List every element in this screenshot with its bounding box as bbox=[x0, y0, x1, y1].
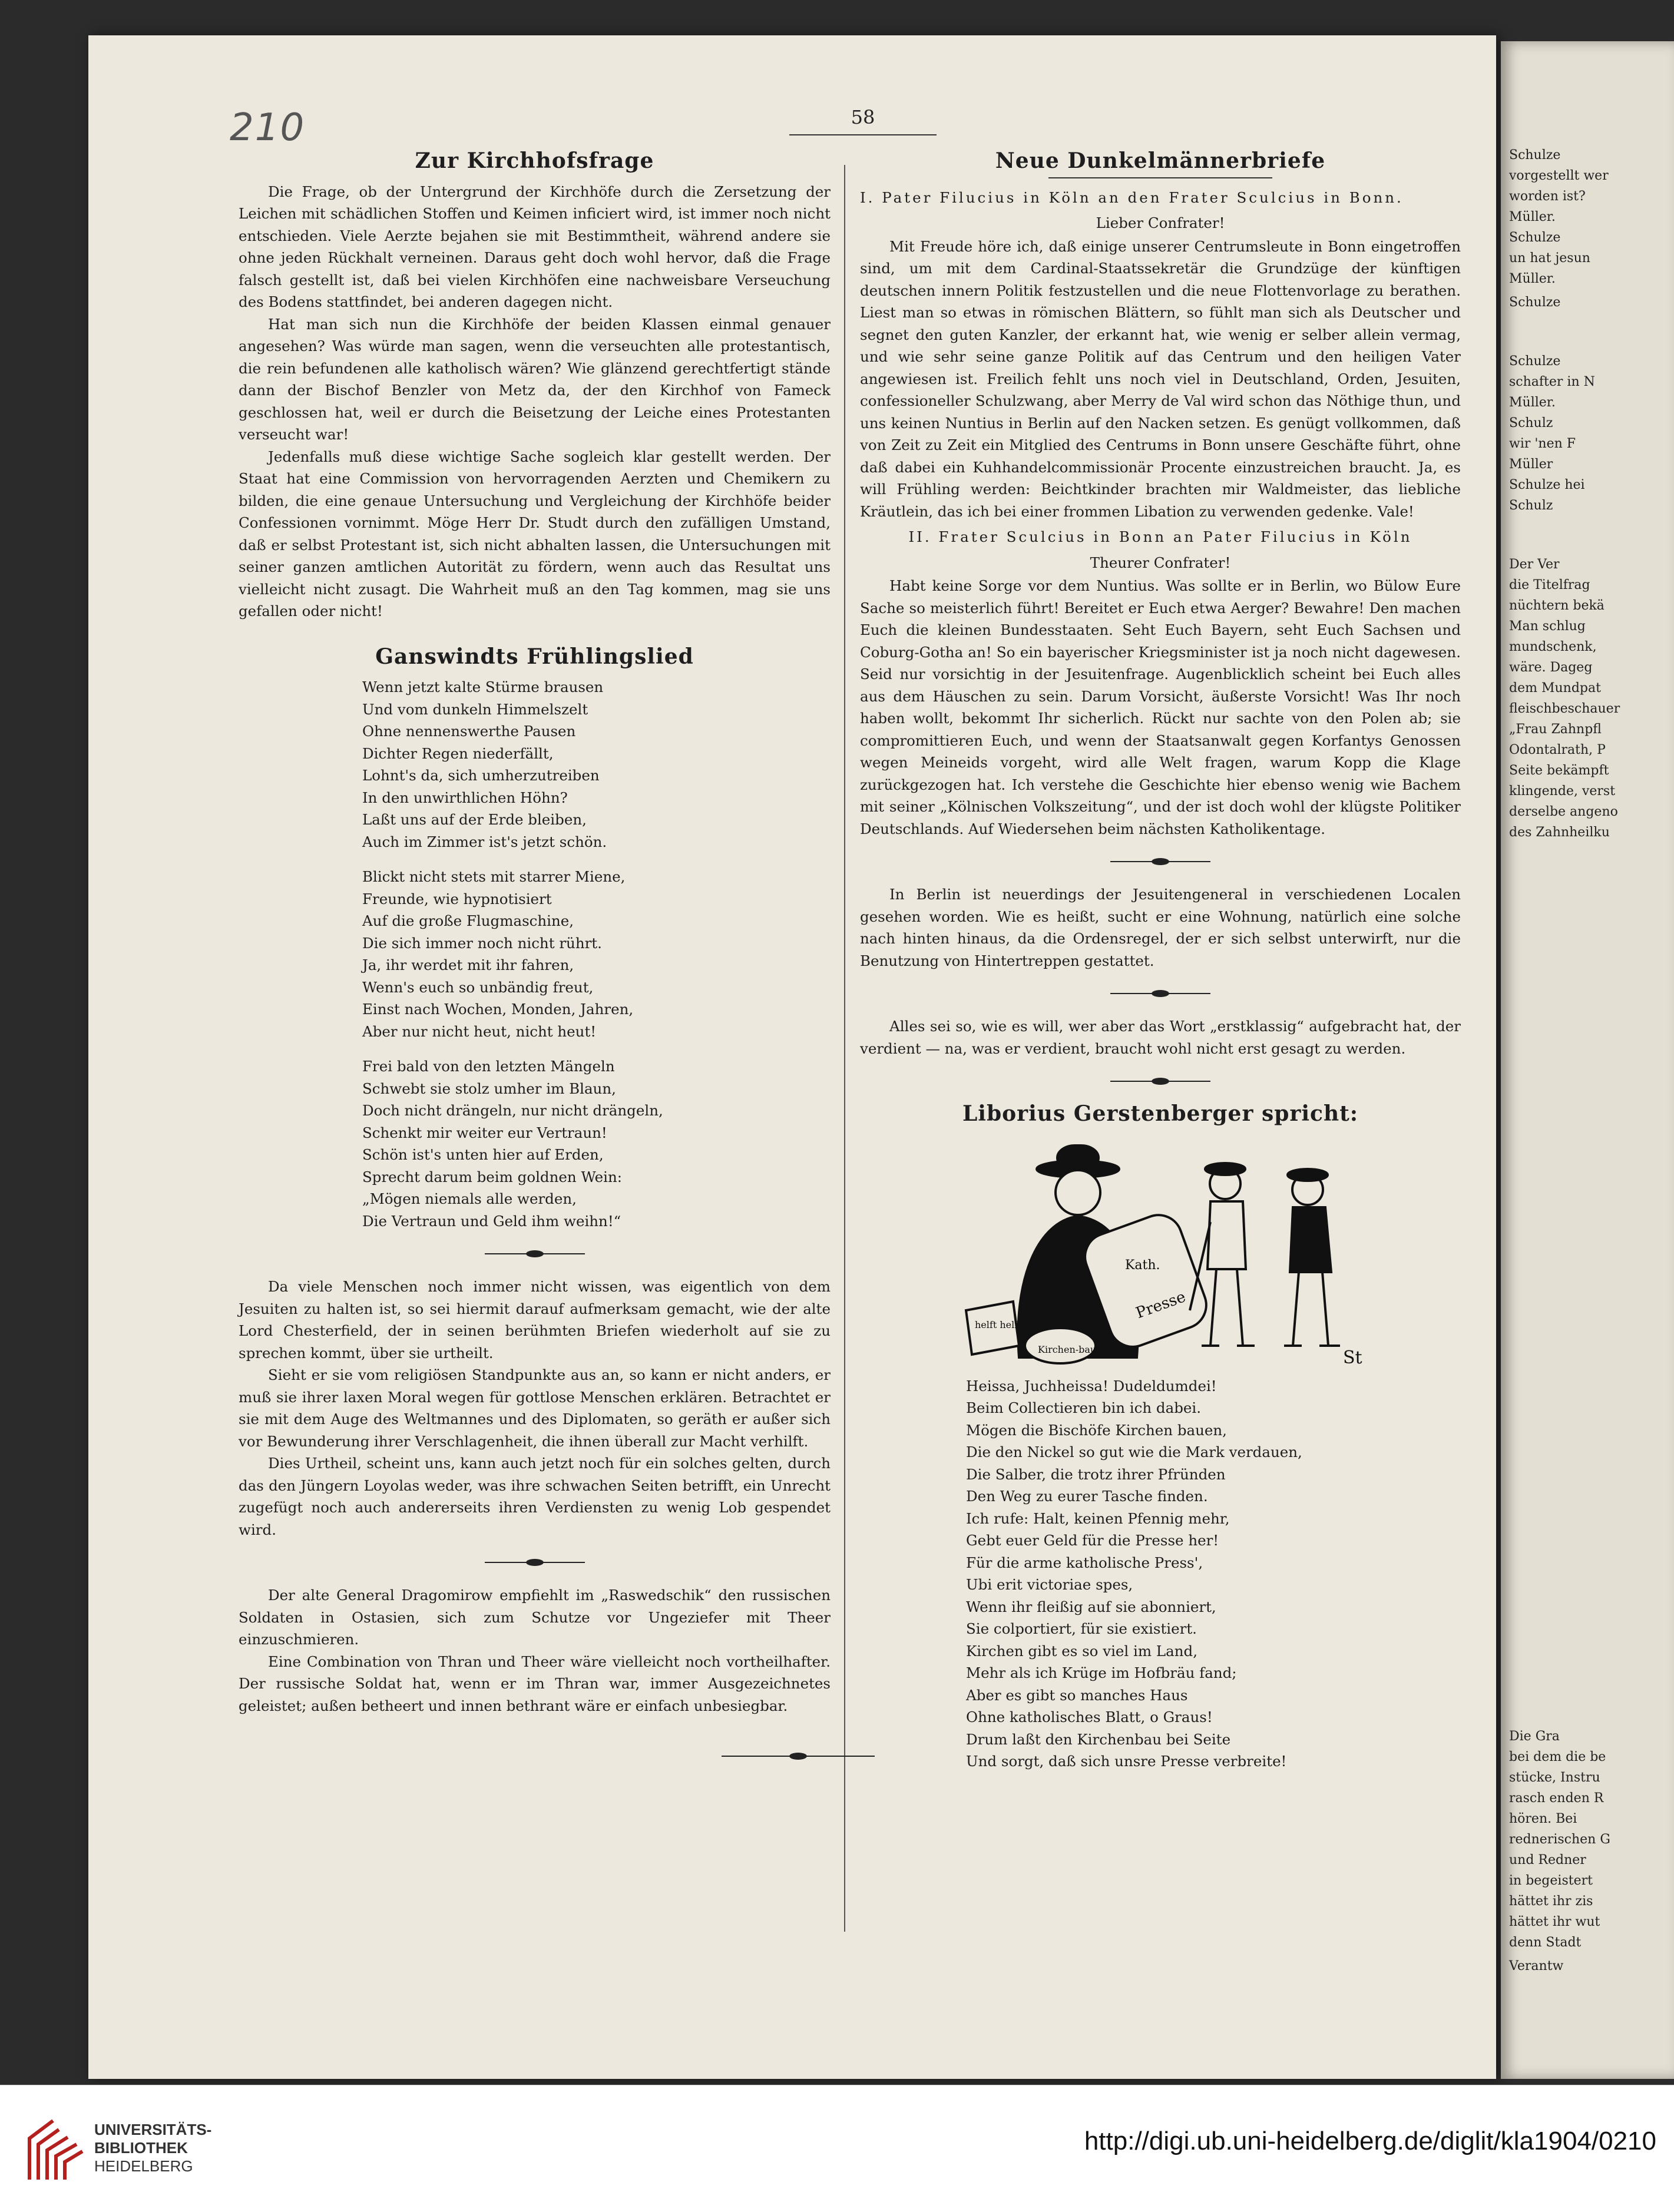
next-page-fragment: Schulze bbox=[1509, 230, 1561, 245]
poem-line: Blickt nicht stets mit starrer Miene, bbox=[362, 868, 626, 885]
poem-line: Die Vertraun und Geld ihm weihn!“ bbox=[362, 1212, 621, 1230]
letter1-salutation: Lieber Confrater! bbox=[1096, 214, 1225, 231]
next-page-fragment: Schulze bbox=[1509, 148, 1561, 163]
next-page-fragment: wäre. Dageg bbox=[1509, 660, 1593, 675]
bag-label-kirchenbau: Kirchen-bau bbox=[1038, 1343, 1097, 1355]
poem-line: Lohnt's da, sich umherzutreiben bbox=[362, 767, 600, 784]
end-ornament bbox=[722, 1752, 875, 1760]
next-page-fragment: Müller. bbox=[1509, 271, 1556, 286]
next-page-fragment: Der Ver bbox=[1509, 557, 1560, 572]
library-name-line2: BIBLIOTHEK bbox=[94, 2139, 188, 2157]
next-page-fragment: hören. Bei bbox=[1509, 1812, 1577, 1826]
section-ornament bbox=[1110, 989, 1210, 998]
poem-line: Die den Nickel so gut wie die Mark verdauen, bbox=[966, 1443, 1302, 1461]
next-page-fragment: schafter in N bbox=[1509, 375, 1595, 389]
poem-line: Auch im Zimmer ist's jetzt schön. bbox=[362, 833, 607, 850]
poem-line: Schön ist's unten hier auf Erden, bbox=[362, 1146, 604, 1163]
university-library-logo-icon bbox=[24, 2115, 85, 2185]
poem-line: Und sorgt, daß sich unsre Presse verbreite! bbox=[966, 1753, 1287, 1770]
jesuitengeneral-paragraph: In Berlin ist neuerdings der Jesuitengeneral in verschiedenen Localen gesehen worden. Wie es heißt, sucht er eine Wohnung, natürlich eine solche nach hinten hinaus, da die Ordensregel, der er sich selbst unterwirft, nur die Benutzung von Hintertreppen gestattet. bbox=[860, 886, 1461, 969]
heading-underline bbox=[1048, 177, 1272, 178]
poem-line: Aber nur nicht heut, nicht heut! bbox=[362, 1022, 597, 1040]
poem-line: Kirchen gibt es so viel im Land, bbox=[966, 1642, 1198, 1660]
poem-line: Sie colportiert, für sie existiert. bbox=[966, 1620, 1197, 1637]
library-name-line1: UNIVERSITÄTS- bbox=[94, 2121, 212, 2138]
library-name-line3: HEIDELBERG bbox=[94, 2157, 193, 2175]
poem-line: Aber es gibt so manches Haus bbox=[966, 1686, 1188, 1704]
next-page-fragment: Odontalrath, P bbox=[1509, 743, 1606, 757]
next-page-fragment: Schulz bbox=[1509, 416, 1553, 431]
cartoon-illustration bbox=[948, 1134, 1372, 1369]
next-page-fragment: un hat jesun bbox=[1509, 251, 1590, 266]
ganswindt-title: Ganswindts Frühlingslied bbox=[375, 644, 694, 669]
next-page-fragment: Müller bbox=[1509, 457, 1553, 472]
poem-line: Auf die große Flugmaschine, bbox=[362, 912, 574, 929]
poem-line: Sprecht darum beim goldnen Wein: bbox=[362, 1168, 622, 1186]
next-page-fragment: Verantw bbox=[1509, 1959, 1564, 1973]
page-number-rule bbox=[789, 134, 937, 135]
section-ornament bbox=[485, 1250, 585, 1258]
poem-line: Wenn's euch so unbändig freut, bbox=[362, 978, 594, 996]
poem-line: Mögen die Bischöfe Kirchen bauen, bbox=[966, 1421, 1227, 1439]
next-page-fragment: hättet ihr wut bbox=[1509, 1915, 1600, 1929]
ganswindt-heading bbox=[239, 646, 831, 668]
poem-stanza bbox=[362, 676, 831, 853]
poem-line: Ohne nennenswerthe Pausen bbox=[362, 723, 576, 740]
next-page-fragment: Schulz bbox=[1509, 498, 1553, 513]
erstklassig-paragraph: Alles sei so, wie es will, wer aber das Wort „erstklassig“ aufgebracht hat, der verdient — na, was er verdient, braucht wohl nicht erst gesagt zu werden. bbox=[860, 1018, 1461, 1057]
poem-stanza bbox=[362, 1055, 831, 1232]
next-page-edge bbox=[1501, 41, 1674, 2079]
next-page-fragment: dem Mundpat bbox=[1509, 681, 1601, 696]
jesuiten-paragraph: Dies Urtheil, scheint uns, kann auch jetzt noch für ein solches gelten, durch das den Jüngern Loyolas weder, was ihre schwachen Seiten betrifft, ein Unrecht zugefügt noch auch andererseits ihren Verdiensten zu wenig Lob gespendet wird. bbox=[239, 1455, 831, 1538]
poem-line: Mehr als ich Krüge im Hofbräu fand; bbox=[966, 1664, 1237, 1681]
letter2-text: Habt keine Sorge vor dem Nuntius. Was sollte er in Berlin, wo Bülow Eure Sache so meisterlich führt! Bereitet er Euch etwa Aerger? Bewahre! Den machen Euch die kleinen Bundesstaaten. Seht Euch Bayern, seht Euch Sachsen und Coburg-Gotha an! So ein bayerischer Kriegsminister ist ja noch nicht dagewesen. Seid nur vorsichtig in der Jesuitenfrage. Augenblicklich scheint bei Euch alles aus dem Häuschen zu sein. Darum Vorsicht, äußerste Vorsicht! Was Ihr noch haben wollt, bekommt Ihr sicherlich. Rückt nur sachte von den Polen ab; sie compromittieren Euch, und wenn der Staatsanwalt gegen Korfantys Genossen wegen Meineids vorgeht, wird alle Welt fragen, warum Kopp die Klage zurückgezogen hat. Ich verstehe die Geschichte hier ebenso wenig wie Bachem mit seiner „Kölnischen Volkszeitung“, und der ist doch wohl der klügste Politiker Deutschlands. Auf Wiedersehen beim nächsten Katholikentage. bbox=[860, 577, 1461, 837]
artist-signature: St bbox=[1343, 1347, 1362, 1368]
kirchhof-heading bbox=[239, 150, 831, 173]
next-page-fragment: in begeistert bbox=[1509, 1873, 1593, 1888]
next-page-fragment: rednerischen G bbox=[1509, 1832, 1610, 1847]
next-page-fragment: des Zahnheilku bbox=[1509, 825, 1610, 840]
dragomirow-paragraph: Eine Combination von Thran und Theer wäre vielleicht noch vortheilhafter. Der russische Soldat hat, wenn er im Thran war, immer Ausgezeichnetes geleistet; außen betheert und innen bethrant wäre er einfach unbesiegbar. bbox=[239, 1653, 831, 1714]
poem-line: Wenn ihr fleißig auf sie abonniert, bbox=[966, 1598, 1216, 1615]
next-page-fragment: worden ist? bbox=[1509, 189, 1586, 204]
kirchhof-paragraph: Hat man sich nun die Kirchhöfe der beiden Klassen einmal genauer angesehen? Was würde man sagen, wenn die verseuchten alle protestantisch, die rein befundenen alle katholisch wären? Wie glänzend gerechtfertigt stände dann der Bischof Benzler von Metz da, der den Kirchhof von Fameck geschlossen hat, weil er durch die Beisetzung der Leiche eines Protestanten verseucht war! bbox=[239, 315, 831, 443]
poem-line: Dichter Regen niederfällt, bbox=[362, 744, 554, 762]
section-ornament bbox=[1110, 857, 1210, 866]
handwritten-page-note: 210 bbox=[230, 106, 306, 150]
poem-line: Schenkt mir weiter eur Vertraun! bbox=[362, 1124, 607, 1141]
ganswindt-poem bbox=[362, 676, 831, 1232]
poem-line: Ohne katholisches Blatt, o Graus! bbox=[966, 1708, 1213, 1726]
section-ornament bbox=[485, 1558, 585, 1567]
letter2-salutation: Theurer Confrater! bbox=[1090, 554, 1231, 571]
poem-line: Und vom dunkeln Himmelszelt bbox=[362, 700, 588, 718]
barrel-label-kath: Kath. bbox=[1125, 1257, 1160, 1273]
kirchhof-paragraph: Jedenfalls muß diese wichtige Sache sogleich klar gestellt werden. Der Staat hat eine Commission von hervorragenden Aerzten und Chemikern zu bilden, die eine genaue Untersuchung und Vergleichung der Kirchhöfe beider Confessionen vornimmt. Möge Herr Dr. Studt durch den zufälligen Umstand, daß er selbst Protestant ist, sich nicht abhalten lassen, die Untersuchungen mit seiner ganzen amtlichen Autorität zu fördern, wenn auch das Resultat uns vielleicht nicht zusagt. Die Wahrheit muß an den Tag kommen, mag sie uns gefallen oder nicht! bbox=[239, 448, 831, 620]
poem-line: Beim Collectieren bin ich dabei. bbox=[966, 1399, 1202, 1416]
poem-line: Die Salber, die trotz ihrer Pfründen bbox=[966, 1465, 1226, 1483]
poem-line: Doch nicht drängeln, nur nicht drängeln, bbox=[362, 1102, 663, 1119]
next-page-fragment: denn Stadt bbox=[1509, 1935, 1582, 1950]
next-page-fragment: Schulze hei bbox=[1509, 478, 1585, 492]
poem-line: Gebt euer Geld für die Presse her! bbox=[966, 1532, 1219, 1549]
poem-line: Drum laßt den Kirchenbau bei Seite bbox=[966, 1730, 1231, 1748]
dunkel-title: Neue Dunkelmännerbriefe bbox=[995, 148, 1326, 173]
poem-line: Einst nach Wochen, Monden, Jahren, bbox=[362, 1001, 634, 1018]
poem-stanza bbox=[362, 866, 831, 1042]
kirchhof-paragraph: Die Frage, ob der Untergrund der Kirchhöfe durch die Zersetzung der Leichen mit schädlichen Stoffen und Keimen inficiert wird, ist immer noch nicht entschieden. Viele Aerzte bejahen sie mit Bestimmtheit, während andere sie ohne jeden Rückhalt verneinen. Daraus geht doch wohl hervor, daß die Frage falsch gestellt ist, daß bei vielen Kirchhöfen eine nachweisbare Verseuchung des Bodens stattfindet, bei anderen dagegen nicht. bbox=[239, 183, 831, 310]
source-url-link[interactable]: http://digi.ub.uni-heidelberg.de/diglit/kla1904/0210 bbox=[1084, 2127, 1656, 2155]
poem-line: Die sich immer noch nicht rührt. bbox=[362, 934, 602, 952]
left-column bbox=[239, 150, 831, 1778]
kirchhof-title: Zur Kirchhofsfrage bbox=[415, 148, 654, 173]
column-divider bbox=[844, 165, 845, 1932]
next-page-fragment: bei dem die be bbox=[1509, 1750, 1606, 1764]
letter1-heading: I. Pater Filucius in Köln an den Frater Sculcius in Bonn. bbox=[860, 188, 1404, 206]
next-page-fragment: stücke, Instru bbox=[1509, 1770, 1600, 1785]
dragomirow-article bbox=[239, 1584, 831, 1717]
next-page-fragment: Man schlug bbox=[1509, 619, 1586, 634]
barrel-label-presse: Presse bbox=[1133, 1287, 1188, 1322]
right-column bbox=[860, 150, 1461, 1773]
jesuiten-paragraph: Sieht er sie vom religiösen Standpunkte aus an, so kann er nicht anders, er muß sie ihrer laxen Moral wegen für gottlose Menschen erklären. Betrachtet er sie mit dem Auge des Weltmannes und des Diplomaten, so geräth er außer sich vor Bewunderung ihrer Verschlagenheit, die ihnen überall zur Macht verhilft. bbox=[239, 1366, 831, 1450]
next-page-fragment: vorgestellt wer bbox=[1509, 168, 1609, 183]
poem-line: Ubi erit victoriae spes, bbox=[966, 1576, 1133, 1593]
liborius-poem bbox=[966, 1375, 1461, 1773]
next-page-fragment: klingende, verst bbox=[1509, 784, 1616, 799]
next-page-fragment: „Frau Zahnpfl bbox=[1509, 722, 1602, 737]
poem-line: Ich rufe: Halt, keinen Pfennig mehr, bbox=[966, 1509, 1230, 1527]
dragomirow-paragraph: Der alte General Dragomirow empfiehlt im „Raswedschik“ den russischen Soldaten in Ostasien, sich zum Schutze vor Ungeziefer mit Theer einzuschmieren. bbox=[239, 1587, 831, 1648]
kirchhof-article bbox=[239, 181, 831, 622]
next-page-fragment: und Redner bbox=[1509, 1853, 1586, 1867]
poem-line: Freunde, wie hypnotisiert bbox=[362, 890, 552, 908]
poem-line: Wenn jetzt kalte Stürme brausen bbox=[362, 678, 604, 696]
next-page-fragment: nüchtern bekä bbox=[1509, 598, 1604, 613]
next-page-fragment: wir 'nen F bbox=[1509, 436, 1576, 451]
next-page-fragment: fleischbeschauer bbox=[1509, 701, 1620, 716]
next-page-fragment: mundschenk, bbox=[1509, 640, 1597, 654]
liborius-heading bbox=[860, 1103, 1461, 1125]
paper-label-helft: helft helft bbox=[975, 1319, 1022, 1330]
page-number: 58 bbox=[851, 106, 875, 128]
poem-line: Für die arme katholische Press', bbox=[966, 1554, 1203, 1571]
next-page-fragment: Die Gra bbox=[1509, 1729, 1560, 1744]
jesuiten-paragraph: Da viele Menschen noch immer nicht wissen, was eigentlich von dem Jesuiten zu halten ist, so sei hiermit darauf aufmerksam gemacht, wie der alte Lord Chesterfield, der in seinen berühmten Briefen wiederholt auf sie zu sprechen kommt, über sie urtheilt. bbox=[239, 1278, 831, 1362]
next-page-fragment: Schulze bbox=[1509, 354, 1561, 369]
poem-line: Heissa, Juchheissa! Dudeldumdei! bbox=[966, 1377, 1217, 1395]
jesuiten-article bbox=[239, 1276, 831, 1541]
library-footer bbox=[0, 2085, 1674, 2212]
letter1-text: Mit Freude höre ich, daß einige unserer Centrumsleute in Bonn eingetroffen sind, um mit dem Cardinal-Staatssekretär die Grundzüge der künftigen deutschen innern Politik festzustellen und die neue Flottenvorlage zu berathen. Liest man so etwas in römischen Blättern, so fühlt man sich als Deutscher und segnet den guten Kanzler, der erkannt hat, wie wenig er selber allein vermag, und wie sehr seine ganze Politik auf das Centrum und den heiligen Vater angewiesen ist. Freilich fehlt uns noch viel in Deutschland, Orden, Jesuiten, confessioneller Schulzwang, aber Merry de Val wird schon das Nöthige thun, und uns keinen Nuntius in Berlin auf den Nacken setzen. Es genügt vollkommen, daß von Zeit zu Zeit ein Mitglied des Centrums in Bonn unsere Geschäfte führt, ohne daß dabei ein Kuhhandelcommissionär Procente einzustreichen braucht. Ja, es will Frühling werden: Beichtkinder brachten mir Waldmeister, das liebliche Kräutlein, das ich bei einer frommen Libation zu verwenden gedenke. Vale! bbox=[860, 237, 1461, 520]
next-page-fragment: hättet ihr zis bbox=[1509, 1894, 1593, 1909]
next-page-fragment: derselbe angeno bbox=[1509, 804, 1618, 819]
poem-line: In den unwirthlichen Höhn? bbox=[362, 789, 568, 806]
poem-line: Frei bald von den letzten Mängeln bbox=[362, 1058, 615, 1075]
next-page-fragment: Müller. bbox=[1509, 395, 1556, 410]
poem-line: Den Weg zu eurer Tasche finden. bbox=[966, 1488, 1208, 1505]
dunkel-heading bbox=[860, 150, 1461, 178]
next-page-fragment: Müller. bbox=[1509, 210, 1556, 224]
library-name bbox=[94, 2121, 211, 2175]
next-page-fragment: Seite bekämpft bbox=[1509, 763, 1609, 778]
poem-line: Ja, ihr werdet mit ihr fahren, bbox=[362, 956, 574, 973]
poem-line: Schwebt sie stolz umher im Blaun, bbox=[362, 1079, 616, 1097]
poem-line: „Mögen niemals alle werden, bbox=[362, 1190, 577, 1207]
letter2-heading: II. Frater Sculcius in Bonn an Pater Filucius in Köln bbox=[908, 528, 1412, 545]
next-page-fragment: die Titelfrag bbox=[1509, 578, 1590, 592]
poem-line: Laßt uns auf der Erde bleiben, bbox=[362, 811, 587, 828]
liborius-title: Liborius Gerstenberger spricht: bbox=[962, 1101, 1359, 1126]
section-ornament bbox=[1110, 1077, 1210, 1085]
next-page-fragment: rasch enden R bbox=[1509, 1791, 1604, 1806]
next-page-fragment: Schulze bbox=[1509, 295, 1561, 310]
